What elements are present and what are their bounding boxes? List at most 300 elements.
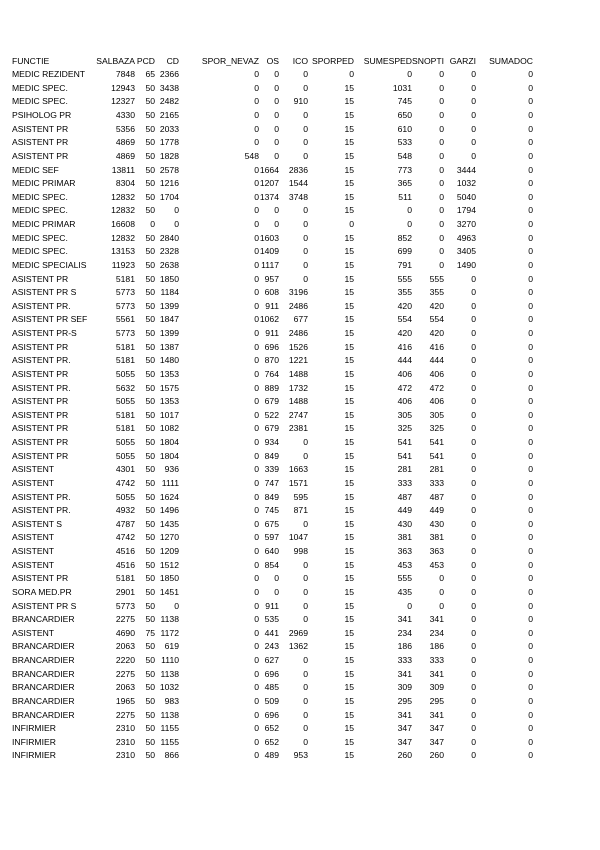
cell-cd: 2328 <box>159 246 179 257</box>
cell-sumesped: 0 <box>407 69 412 80</box>
cell-sumesped: 745 <box>397 96 412 107</box>
cell-garzi: 0 <box>471 668 476 679</box>
cell-functie: ASISTENT <box>12 464 55 475</box>
cell-sumadoc: 0 <box>528 491 533 502</box>
cell-sumesped: 420 <box>397 328 412 339</box>
cell-salbaza: 5181 <box>115 409 135 420</box>
cell-spor-nevaz: 0 <box>254 259 259 270</box>
cell-sumadoc: 0 <box>528 723 533 734</box>
cell-os: 696 <box>264 709 279 720</box>
cell-cd: 2578 <box>159 164 179 175</box>
cell-sporped: 15 <box>344 655 354 666</box>
table-row <box>12 367 533 381</box>
cell-os: 509 <box>264 695 279 706</box>
cell-functie: ASISTENT PR <box>12 450 69 461</box>
cell-functie: ASISTENT <box>12 532 55 543</box>
cell-salbaza: 4301 <box>115 464 135 475</box>
cell-os: 0 <box>274 96 279 107</box>
cell-sporped: 15 <box>344 150 354 161</box>
cell-functie: ASISTENT PR <box>12 273 69 284</box>
cell-functie: MEDIC REZIDENT <box>12 69 86 80</box>
cell-snopti: 0 <box>439 573 444 584</box>
cell-garzi: 1490 <box>456 259 476 270</box>
cell-snopti: 347 <box>429 723 444 734</box>
cell-sumesped: 406 <box>397 396 412 407</box>
cell-sumadoc: 0 <box>528 273 533 284</box>
cell-cd: 936 <box>164 464 179 475</box>
cell-spor-nevaz: 0 <box>254 355 259 366</box>
cell-garzi: 0 <box>471 273 476 284</box>
cell-pcd: 50 <box>145 614 155 625</box>
cell-sporped: 15 <box>344 355 354 366</box>
cell-os: 627 <box>264 655 279 666</box>
cell-os: 652 <box>264 736 279 747</box>
cell-sumadoc: 0 <box>528 259 533 270</box>
cell-pcd: 50 <box>145 586 155 597</box>
cell-spor-nevaz: 0 <box>254 178 259 189</box>
cell-functie: BRANCARDIER <box>12 614 75 625</box>
cell-garzi: 1794 <box>456 205 476 216</box>
cell-garzi: 0 <box>471 396 476 407</box>
cell-pcd: 50 <box>145 532 155 543</box>
cell-salbaza: 5181 <box>115 573 135 584</box>
cell-os: 0 <box>274 205 279 216</box>
cell-spor-nevaz: 0 <box>254 464 259 475</box>
cell-spor-nevaz: 0 <box>254 586 259 597</box>
cell-cd: 1138 <box>160 668 179 679</box>
cell-snopti: 0 <box>439 259 444 270</box>
cell-cd: 1451 <box>159 586 179 597</box>
cell-sumadoc: 0 <box>528 246 533 257</box>
cell-spor-nevaz: 0 <box>254 546 259 557</box>
cell-os: 0 <box>274 69 279 80</box>
cell-salbaza: 2275 <box>115 668 135 679</box>
cell-ico: 0 <box>303 219 308 230</box>
cell-sumesped: 347 <box>397 736 412 747</box>
cell-ico: 2747 <box>288 409 308 420</box>
cell-salbaza: 5055 <box>115 450 135 461</box>
cell-sumesped: 541 <box>397 437 412 448</box>
cell-salbaza: 2310 <box>115 723 135 734</box>
cell-sumesped: 416 <box>397 341 412 352</box>
cell-sumadoc: 0 <box>528 450 533 461</box>
cell-garzi: 0 <box>471 355 476 366</box>
table-row <box>12 449 533 463</box>
cell-sporped: 15 <box>344 96 354 107</box>
cell-garzi: 0 <box>471 464 476 475</box>
cell-sporped: 15 <box>344 328 354 339</box>
cell-sporped: 15 <box>344 191 354 202</box>
cell-spor-nevaz: 0 <box>254 477 259 488</box>
cell-snopti: 0 <box>439 205 444 216</box>
cell-sporped: 15 <box>344 246 354 257</box>
table-row <box>12 395 533 409</box>
cell-ico: 0 <box>303 246 308 257</box>
cell-sumesped: 341 <box>397 614 412 625</box>
cell-garzi: 0 <box>471 437 476 448</box>
col-header-snopti: SNOPTI <box>412 55 444 66</box>
cell-functie: BRANCARDIER <box>12 668 75 679</box>
table-row <box>12 490 533 504</box>
cell-spor-nevaz: 0 <box>254 736 259 747</box>
cell-sporped: 15 <box>344 396 354 407</box>
cell-snopti: 309 <box>429 682 444 693</box>
cell-sumesped: 1031 <box>392 82 412 93</box>
cell-os: 0 <box>274 137 279 148</box>
cell-cd: 1155 <box>160 736 179 747</box>
cell-sumesped: 444 <box>397 355 412 366</box>
cell-ico: 0 <box>303 614 308 625</box>
cell-ico: 910 <box>293 96 308 107</box>
cell-garzi: 3405 <box>456 246 476 257</box>
cell-snopti: 305 <box>429 409 444 420</box>
cell-garzi: 0 <box>471 518 476 529</box>
cell-ico: 0 <box>303 232 308 243</box>
cell-sumesped: 773 <box>397 164 412 175</box>
cell-spor-nevaz: 0 <box>254 382 259 393</box>
cell-os: 0 <box>274 82 279 93</box>
table-row <box>12 204 533 218</box>
cell-snopti: 0 <box>439 191 444 202</box>
cell-snopti: 0 <box>439 150 444 161</box>
cell-ico: 0 <box>303 273 308 284</box>
cell-pcd: 50 <box>145 723 155 734</box>
cell-ico: 0 <box>303 518 308 529</box>
cell-cd: 1138 <box>160 709 179 720</box>
cell-snopti: 0 <box>439 232 444 243</box>
cell-sporped: 15 <box>344 437 354 448</box>
cell-sporped: 15 <box>344 750 354 761</box>
cell-pcd: 50 <box>145 750 155 761</box>
cell-garzi: 0 <box>471 341 476 352</box>
cell-sporped: 15 <box>344 723 354 734</box>
cell-spor-nevaz: 0 <box>254 69 259 80</box>
cell-os: 1117 <box>261 259 279 270</box>
cell-snopti: 333 <box>429 477 444 488</box>
header-row <box>12 54 533 68</box>
cell-functie: MEDIC SPEC. <box>12 191 68 202</box>
cell-ico: 1362 <box>288 641 308 652</box>
cell-sumadoc: 0 <box>528 219 533 230</box>
cell-salbaza: 2275 <box>115 614 135 625</box>
cell-sporped: 15 <box>344 205 354 216</box>
cell-os: 441 <box>264 627 279 638</box>
cell-pcd: 50 <box>145 641 155 652</box>
cell-sumesped: 554 <box>397 314 412 325</box>
cell-garzi: 5040 <box>456 191 476 202</box>
cell-pcd: 50 <box>145 423 155 434</box>
cell-sporped: 15 <box>344 382 354 393</box>
cell-ico: 0 <box>303 69 308 80</box>
cell-garzi: 0 <box>471 368 476 379</box>
cell-pcd: 50 <box>145 110 155 121</box>
cell-garzi: 0 <box>471 123 476 134</box>
cell-functie: ASISTENT PR <box>12 150 69 161</box>
cell-pcd: 50 <box>145 559 155 570</box>
cell-snopti: 541 <box>429 450 444 461</box>
cell-sumadoc: 0 <box>528 137 533 148</box>
cell-sporped: 15 <box>344 491 354 502</box>
cell-functie: ASISTENT <box>12 546 55 557</box>
cell-garzi: 0 <box>471 150 476 161</box>
cell-cd: 1155 <box>160 723 179 734</box>
cell-sporped: 15 <box>344 477 354 488</box>
cell-garzi: 0 <box>471 736 476 747</box>
cell-os: 675 <box>264 518 279 529</box>
cell-garzi: 0 <box>471 600 476 611</box>
cell-functie: MEDIC SPEC. <box>12 205 68 216</box>
cell-garzi: 1032 <box>456 178 476 189</box>
cell-spor-nevaz: 0 <box>254 191 259 202</box>
table-row <box>12 313 533 327</box>
col-header-sumadoc: SUMADOC <box>489 55 533 66</box>
cell-garzi: 3270 <box>456 219 476 230</box>
table-row <box>12 681 533 695</box>
cell-os: 889 <box>264 382 279 393</box>
cell-garzi: 0 <box>471 559 476 570</box>
cell-ico: 595 <box>293 491 308 502</box>
cell-salbaza: 5181 <box>115 423 135 434</box>
cell-spor-nevaz: 0 <box>254 437 259 448</box>
table-row <box>12 286 533 300</box>
cell-pcd: 50 <box>145 695 155 706</box>
cell-salbaza: 1965 <box>115 695 135 706</box>
cell-cd: 1017 <box>159 409 179 420</box>
cell-os: 854 <box>264 559 279 570</box>
table-row <box>12 599 533 613</box>
cell-garzi: 0 <box>471 110 476 121</box>
cell-cd: 619 <box>164 641 179 652</box>
cell-pcd: 50 <box>145 573 155 584</box>
cell-functie: BRANCARDIER <box>12 709 75 720</box>
cell-sumesped: 852 <box>397 232 412 243</box>
cell-spor-nevaz: 0 <box>254 614 259 625</box>
cell-pcd: 50 <box>145 259 155 270</box>
cell-os: 608 <box>264 287 279 298</box>
cell-garzi: 0 <box>471 287 476 298</box>
table-row <box>12 122 533 136</box>
cell-os: 745 <box>264 505 279 516</box>
cell-sporped: 15 <box>344 695 354 706</box>
cell-sumesped: 453 <box>397 559 412 570</box>
cell-cd: 1387 <box>159 341 179 352</box>
cell-ico: 0 <box>303 110 308 121</box>
cell-snopti: 472 <box>429 382 444 393</box>
cell-sumadoc: 0 <box>528 437 533 448</box>
cell-functie: ASISTENT <box>12 559 55 570</box>
cell-cd: 866 <box>164 750 179 761</box>
cell-garzi: 0 <box>471 682 476 693</box>
cell-cd: 2366 <box>159 69 179 80</box>
cell-salbaza: 4516 <box>115 546 135 557</box>
cell-garzi: 0 <box>471 532 476 543</box>
cell-cd: 1032 <box>159 682 179 693</box>
cell-sporped: 15 <box>344 586 354 597</box>
cell-snopti: 355 <box>429 287 444 298</box>
cell-functie: ASISTENT PR <box>12 409 69 420</box>
cell-snopti: 420 <box>429 328 444 339</box>
cell-salbaza: 5181 <box>115 341 135 352</box>
cell-pcd: 0 <box>150 219 155 230</box>
cell-garzi: 0 <box>471 573 476 584</box>
cell-salbaza: 2310 <box>115 750 135 761</box>
cell-pcd: 50 <box>145 314 155 325</box>
cell-sumesped: 260 <box>397 750 412 761</box>
cell-sporped: 15 <box>344 368 354 379</box>
cell-salbaza: 5181 <box>115 273 135 284</box>
cell-functie: MEDIC PRIMAR <box>12 219 76 230</box>
cell-garzi: 0 <box>471 614 476 625</box>
cell-snopti: 541 <box>429 437 444 448</box>
cell-functie: ASISTENT PR <box>12 123 69 134</box>
cell-sumesped: 333 <box>397 477 412 488</box>
cell-spor-nevaz: 0 <box>254 505 259 516</box>
cell-functie: ASISTENT PR <box>12 341 69 352</box>
cell-pcd: 50 <box>145 396 155 407</box>
cell-cd: 0 <box>174 219 179 230</box>
cell-pcd: 50 <box>145 137 155 148</box>
cell-salbaza: 4869 <box>115 150 135 161</box>
cell-sporped: 15 <box>344 450 354 461</box>
cell-functie: BRANCARDIER <box>12 655 75 666</box>
cell-cd: 1828 <box>159 150 179 161</box>
table-row <box>12 408 533 422</box>
cell-sumesped: 511 <box>398 191 412 202</box>
cell-garzi: 0 <box>471 96 476 107</box>
table-row <box>12 149 533 163</box>
cell-ico: 0 <box>303 450 308 461</box>
cell-sporped: 15 <box>344 178 354 189</box>
cell-os: 0 <box>274 586 279 597</box>
cell-cd: 2840 <box>159 232 179 243</box>
cell-sumadoc: 0 <box>528 382 533 393</box>
cell-garzi: 0 <box>471 450 476 461</box>
cell-sumadoc: 0 <box>528 559 533 570</box>
cell-os: 934 <box>264 437 279 448</box>
cell-cd: 1704 <box>159 191 179 202</box>
cell-garzi: 0 <box>471 695 476 706</box>
table-row <box>12 272 533 286</box>
cell-functie: ASISTENT PR. <box>12 355 71 366</box>
cell-os: 0 <box>274 573 279 584</box>
cell-functie: ASISTENT PR. <box>12 300 71 311</box>
cell-sumesped: 650 <box>397 110 412 121</box>
table-row <box>12 109 533 123</box>
cell-sumesped: 0 <box>407 600 412 611</box>
cell-ico: 1544 <box>288 178 308 189</box>
cell-garzi: 0 <box>471 409 476 420</box>
table-row <box>12 749 533 763</box>
cell-sporped: 15 <box>344 505 354 516</box>
cell-sumadoc: 0 <box>528 573 533 584</box>
cell-ico: 0 <box>303 709 308 720</box>
cell-pcd: 65 <box>145 69 155 80</box>
cell-spor-nevaz: 0 <box>254 573 259 584</box>
cell-pcd: 50 <box>145 668 155 679</box>
cell-cd: 0 <box>174 600 179 611</box>
cell-sumesped: 791 <box>397 259 412 270</box>
cell-sporped: 15 <box>344 123 354 134</box>
cell-ico: 1732 <box>288 382 308 393</box>
cell-snopti: 260 <box>429 750 444 761</box>
cell-os: 911 <box>265 600 279 611</box>
table-row <box>12 735 533 749</box>
cell-sumesped: 548 <box>397 150 412 161</box>
table-row <box>12 258 533 272</box>
cell-salbaza: 5773 <box>115 328 135 339</box>
cell-spor-nevaz: 0 <box>254 368 259 379</box>
cell-garzi: 0 <box>471 655 476 666</box>
cell-cd: 1353 <box>159 396 179 407</box>
cell-ico: 1571 <box>288 477 308 488</box>
cell-garzi: 0 <box>471 709 476 720</box>
cell-spor-nevaz: 0 <box>254 450 259 461</box>
cell-ico: 0 <box>303 600 308 611</box>
cell-sumadoc: 0 <box>528 341 533 352</box>
table-row <box>12 476 533 490</box>
cell-sporped: 15 <box>344 314 354 325</box>
cell-ico: 1663 <box>288 464 308 475</box>
cell-garzi: 0 <box>471 641 476 652</box>
cell-pcd: 50 <box>145 450 155 461</box>
cell-ico: 2486 <box>288 300 308 311</box>
cell-os: 0 <box>274 123 279 134</box>
cell-snopti: 341 <box>429 668 444 679</box>
table-row <box>12 694 533 708</box>
cell-sumadoc: 0 <box>528 205 533 216</box>
cell-cd: 1512 <box>159 559 179 570</box>
cell-cd: 1804 <box>159 450 179 461</box>
table-row <box>12 572 533 586</box>
cell-ico: 0 <box>303 205 308 216</box>
cell-sporped: 15 <box>344 736 354 747</box>
col-header-functie: FUNCTIE <box>12 55 50 66</box>
cell-sumesped: 309 <box>397 682 412 693</box>
cell-garzi: 0 <box>471 328 476 339</box>
cell-sumesped: 341 <box>397 709 412 720</box>
cell-salbaza: 13811 <box>111 164 135 175</box>
cell-os: 747 <box>264 477 279 488</box>
cell-spor-nevaz: 0 <box>254 164 259 175</box>
cell-sumadoc: 0 <box>528 505 533 516</box>
cell-functie: ASISTENT PR <box>12 137 69 148</box>
cell-salbaza: 4330 <box>115 110 135 121</box>
cell-garzi: 0 <box>471 82 476 93</box>
cell-ico: 1526 <box>288 341 308 352</box>
cell-ico: 0 <box>303 437 308 448</box>
cell-sporped: 15 <box>344 518 354 529</box>
cell-snopti: 381 <box>429 532 444 543</box>
cell-garzi: 0 <box>471 586 476 597</box>
cell-garzi: 0 <box>471 423 476 434</box>
cell-sumadoc: 0 <box>528 464 533 475</box>
cell-functie: ASISTENT PR <box>12 368 69 379</box>
table-row <box>12 504 533 518</box>
cell-os: 489 <box>264 750 279 761</box>
cell-sporped: 15 <box>344 600 354 611</box>
cell-ico: 3196 <box>288 287 308 298</box>
cell-snopti: 341 <box>429 614 444 625</box>
cell-snopti: 0 <box>439 219 444 230</box>
cell-sumadoc: 0 <box>528 736 533 747</box>
cell-os: 597 <box>264 532 279 543</box>
cell-functie: MEDIC SPECIALIS <box>12 259 87 270</box>
cell-pcd: 50 <box>145 477 155 488</box>
cell-functie: MEDIC SPEC. <box>12 96 68 107</box>
cell-functie: ASISTENT PR <box>12 573 69 584</box>
cell-spor-nevaz: 0 <box>254 396 259 407</box>
cell-pcd: 50 <box>145 96 155 107</box>
